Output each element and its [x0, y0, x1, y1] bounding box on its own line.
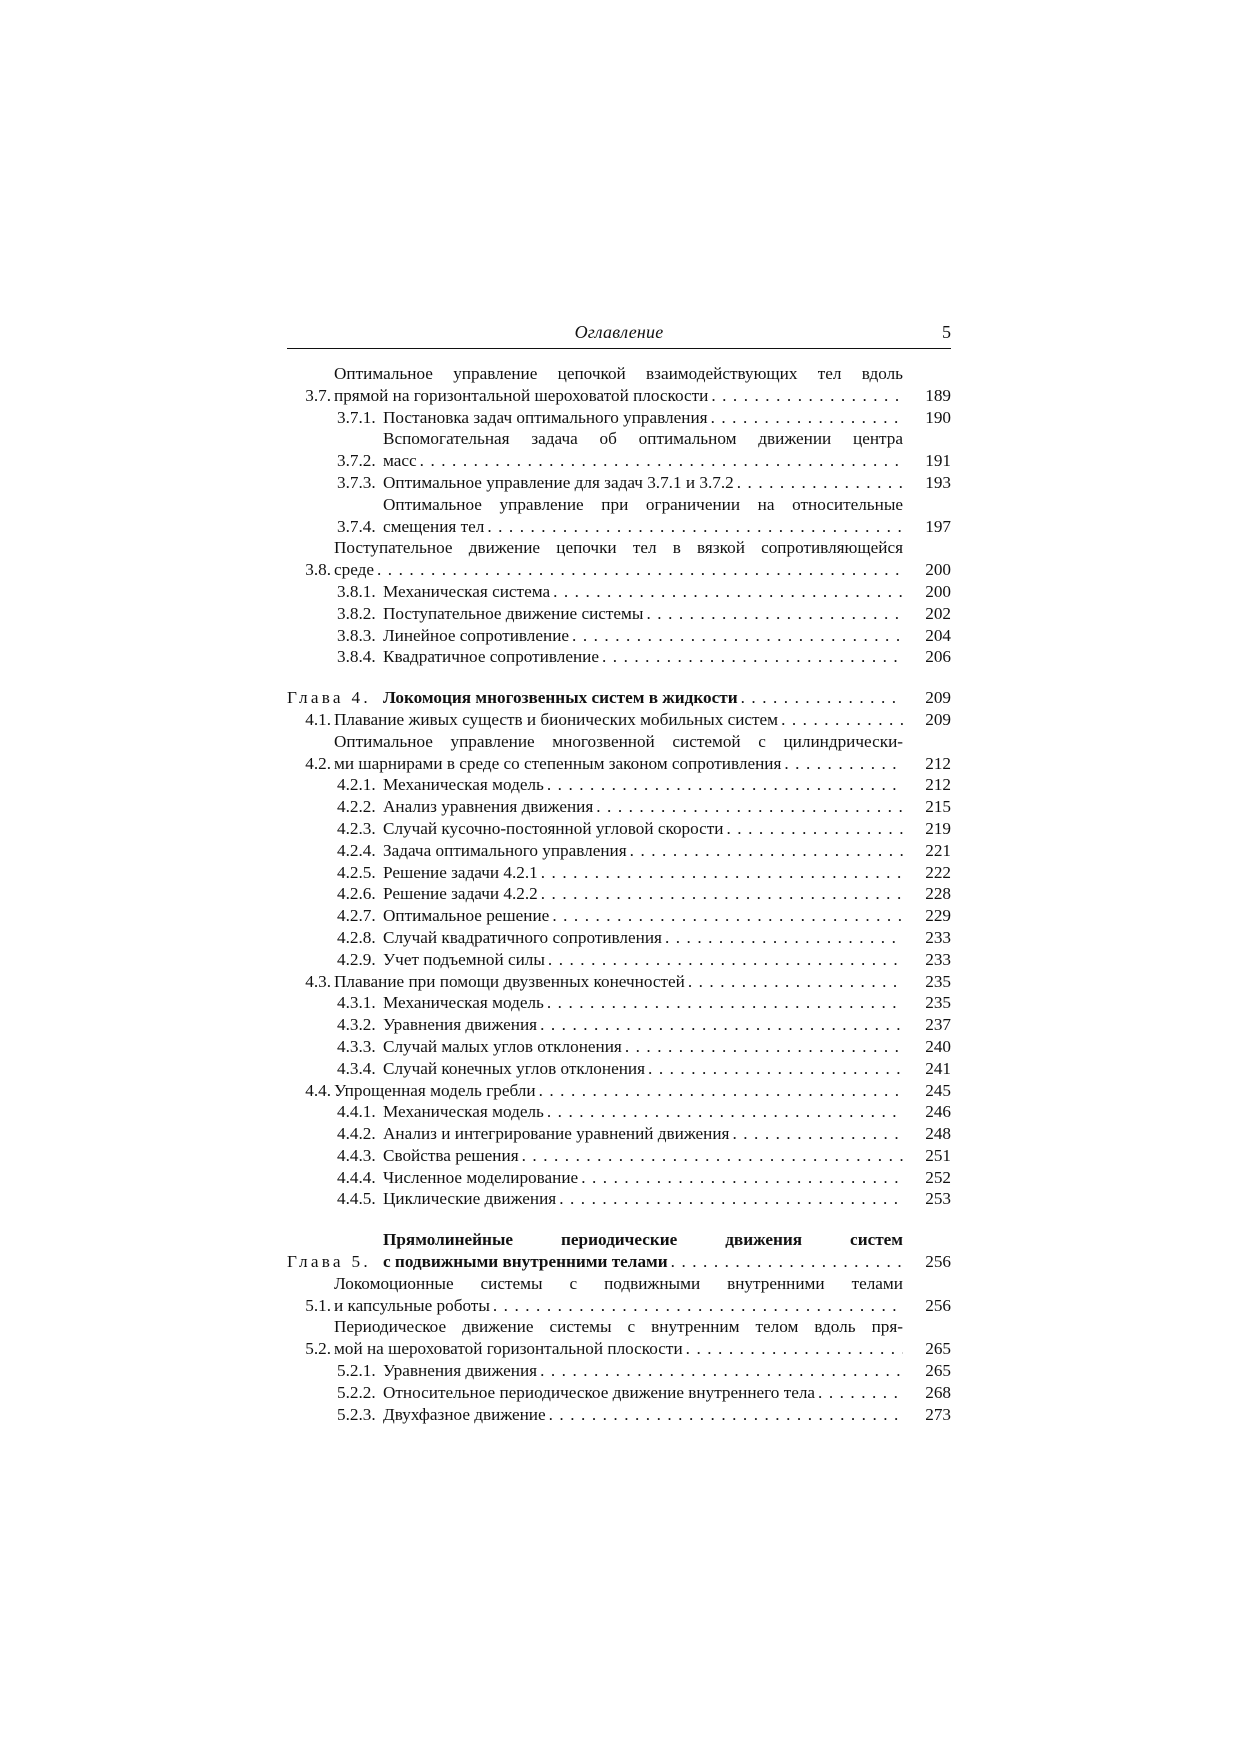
dot-leader	[648, 1058, 903, 1080]
dot-leader	[559, 1188, 903, 1210]
dot-leader	[688, 971, 903, 993]
toc-subsection	[287, 1145, 951, 1167]
toc-subsection	[287, 1014, 951, 1036]
dot-leader	[781, 709, 903, 731]
toc-page-number: 209	[925, 709, 951, 729]
toc-number: Глава 5.	[287, 1252, 371, 1272]
toc-number: Глава 4.	[287, 688, 371, 708]
toc-title-line: Численное моделирование	[383, 1167, 579, 1187]
header-title: Оглавление	[574, 322, 664, 342]
toc-page-number: 246	[925, 1102, 951, 1122]
dot-leader	[596, 796, 903, 818]
toc-title-line: Случай конечных углов отклонения	[383, 1058, 646, 1078]
running-header	[287, 318, 951, 349]
toc-page-number: 206	[925, 647, 951, 667]
toc-page-number: 193	[925, 472, 951, 492]
toc-number: 4.2.6.	[337, 884, 376, 904]
toc-page-number: 197	[925, 516, 951, 536]
toc-chapter	[287, 1229, 951, 1273]
dot-leader	[493, 1295, 903, 1317]
toc-title-line: Задача оптимального управления	[383, 840, 627, 860]
toc-number: 3.7.3.	[337, 472, 376, 492]
toc-number: 5.2.	[305, 1339, 331, 1359]
toc-section	[287, 363, 951, 407]
toc-title-line: Оптимальное управление многозвенной системой с цилиндрически-	[334, 731, 903, 751]
toc-subsection	[287, 992, 951, 1014]
dot-leader	[665, 927, 903, 949]
toc-page-number: 248	[925, 1124, 951, 1144]
toc-title-line: прямой на горизонтальной шероховатой плоскости	[334, 385, 709, 405]
dot-leader	[547, 1101, 903, 1123]
toc-subsection	[287, 407, 951, 429]
toc-title-line: Оптимальное решение	[383, 906, 550, 926]
document-page	[287, 318, 951, 1425]
toc-subsection	[287, 927, 951, 949]
toc-subsection	[287, 472, 951, 494]
toc-number: 4.2.7.	[337, 906, 376, 926]
toc-page-number: 229	[925, 906, 951, 926]
toc-subsection	[287, 1036, 951, 1058]
toc-number: 5.2.2.	[337, 1382, 376, 1402]
toc-title-line: Локомоционные системы с подвижными внутренними телами	[334, 1273, 903, 1293]
toc-title-line: Упрощенная модель гребли	[334, 1080, 536, 1100]
toc-number: 4.2.4.	[337, 840, 376, 860]
dot-leader	[711, 385, 903, 407]
toc-title-line: смещения тел	[383, 516, 485, 536]
toc-title-line: Линейное сопротивление	[383, 625, 570, 645]
toc-title-line: Поступательное движение цепочки тел в вязкой сопротивляющейся	[334, 538, 903, 558]
toc-number: 3.7.	[305, 385, 331, 405]
dot-leader	[646, 603, 903, 625]
toc-number: 4.3.3.	[337, 1036, 376, 1056]
toc-number: 3.7.1.	[337, 407, 376, 427]
toc-number: 4.1.	[305, 709, 331, 729]
toc-page-number: 212	[925, 775, 951, 795]
toc-number: 3.8.	[305, 560, 331, 580]
toc-title-line: Случай квадратичного сопротивления	[383, 927, 662, 947]
toc-number: 5.2.1.	[337, 1361, 376, 1381]
toc-title-line: Периодическое движение системы с внутренним телом вдоль пря-	[334, 1317, 903, 1337]
toc-subsection	[287, 949, 951, 971]
toc-page-number: 190	[925, 407, 951, 427]
dot-leader	[686, 1338, 903, 1360]
toc-title-line: Оптимальное управление для задач 3.7.1 и 3.7.2	[383, 472, 734, 492]
toc-number: 3.7.2.	[337, 451, 376, 471]
dot-leader	[625, 1036, 903, 1058]
dot-leader	[420, 450, 903, 472]
toc-page-number: 233	[925, 927, 951, 947]
toc-title-line: Плавание при помощи двузвенных конечностей	[334, 971, 685, 991]
toc-section	[287, 1080, 951, 1102]
toc-title-line: с подвижными внутренними телами	[383, 1252, 668, 1272]
toc-subsection	[287, 1188, 951, 1210]
dot-leader	[572, 625, 903, 647]
dot-leader	[377, 559, 903, 581]
toc-title-line: Относительное периодическое движение внутреннего тела	[383, 1382, 816, 1402]
dot-leader	[552, 905, 903, 927]
dot-leader	[540, 1360, 903, 1382]
toc-subsection	[287, 625, 951, 647]
toc-title-line: Прямолинейные периодические движения систем	[383, 1230, 903, 1250]
toc-page-number: 212	[925, 753, 951, 773]
toc-subsection	[287, 862, 951, 884]
toc-number: 5.1.	[305, 1295, 331, 1315]
dot-leader	[737, 472, 903, 494]
toc-page-number: 221	[925, 840, 951, 860]
toc-subsection	[287, 1167, 951, 1189]
toc-title-line: Свойства решения	[383, 1145, 519, 1165]
toc-number: 4.2.9.	[337, 949, 376, 969]
toc-number: 4.4.4.	[337, 1167, 376, 1187]
toc-number: 4.2.1.	[337, 775, 376, 795]
toc-number: 3.8.1.	[337, 581, 376, 601]
dot-leader	[711, 407, 903, 429]
toc-title-line: Учет подъемной силы	[383, 949, 545, 969]
toc-page-number: 200	[925, 581, 951, 601]
dot-leader	[547, 774, 903, 796]
toc-subsection	[287, 796, 951, 818]
toc-subsection	[287, 428, 951, 472]
toc-number: 3.8.4.	[337, 647, 376, 667]
toc-section	[287, 709, 951, 731]
toc-title-line: Постановка задач оптимального управления	[383, 407, 708, 427]
toc-title-line: ми шарнирами в среде со степенным законом сопротивления	[334, 753, 782, 773]
toc-title-line: масс	[383, 451, 417, 471]
toc-number: 4.3.	[305, 971, 331, 991]
dot-leader	[539, 1080, 903, 1102]
toc-title-line: Анализ уравнения движения	[383, 797, 594, 817]
toc-subsection	[287, 905, 951, 927]
toc-subsection	[287, 883, 951, 905]
toc-page-number: 256	[925, 1252, 951, 1272]
toc-page-number: 256	[925, 1295, 951, 1315]
toc-subsection	[287, 1404, 951, 1426]
toc-title-line: и капсульные роботы	[334, 1295, 490, 1315]
toc-number: 4.4.1.	[337, 1102, 376, 1122]
toc-page-number: 191	[925, 451, 951, 471]
toc-page-number: 273	[925, 1404, 951, 1424]
toc-title-line: Оптимальное управление цепочкой взаимодействующих тел вдоль	[334, 364, 903, 383]
toc-page-number: 219	[925, 818, 951, 838]
toc-page-number: 268	[925, 1382, 951, 1402]
toc-title-line: среде	[334, 560, 374, 580]
toc-title-line: Циклические движения	[383, 1189, 557, 1209]
toc-number: 4.2.5.	[337, 862, 376, 882]
dot-leader	[581, 1167, 903, 1189]
toc-page-number: 241	[925, 1058, 951, 1078]
toc-page-number: 189	[925, 385, 951, 405]
toc-section	[287, 731, 951, 775]
toc-number: 5.2.3.	[337, 1404, 376, 1424]
dot-leader	[784, 753, 903, 775]
dot-leader	[548, 949, 903, 971]
toc-subsection	[287, 774, 951, 796]
toc-title-line: Вспомогательная задача об оптимальном движении центра	[383, 429, 903, 449]
toc-number: 3.8.3.	[337, 625, 376, 645]
toc-subsection	[287, 646, 951, 668]
toc-page-number: 200	[925, 560, 951, 580]
dot-leader	[522, 1145, 903, 1167]
toc-page-number: 237	[925, 1015, 951, 1035]
dot-leader	[741, 687, 903, 709]
toc-subsection	[287, 1101, 951, 1123]
toc-page-number: 252	[925, 1167, 951, 1187]
toc-chapter	[287, 687, 951, 709]
toc-number: 3.8.2.	[337, 603, 376, 623]
toc-page-number: 235	[925, 971, 951, 991]
toc-title-line: Уравнения движения	[383, 1015, 538, 1035]
dot-leader	[540, 1014, 903, 1036]
toc-title-line: мой на шероховатой горизонтальной плоскости	[334, 1339, 683, 1359]
dot-leader	[671, 1251, 903, 1273]
toc-title-line: Случай малых углов отклонения	[383, 1036, 622, 1056]
toc-page-number: 222	[925, 862, 951, 882]
toc-number: 4.4.5.	[337, 1189, 376, 1209]
toc-subsection	[287, 1382, 951, 1404]
dot-leader	[732, 1123, 903, 1145]
toc-subsection	[287, 1058, 951, 1080]
toc-title-line: Квадратичное сопротивление	[383, 647, 599, 667]
dot-leader	[553, 581, 903, 603]
toc-page-number: 202	[925, 603, 951, 623]
toc-number: 4.4.	[305, 1080, 331, 1100]
toc-number: 4.4.2.	[337, 1124, 376, 1144]
toc-title-line: Уравнения движения	[383, 1361, 538, 1381]
toc-page-number: 265	[925, 1361, 951, 1381]
toc-page-number: 253	[925, 1189, 951, 1209]
toc-number: 4.2.2.	[337, 797, 376, 817]
toc-title-line: Механическая модель	[383, 775, 544, 795]
toc-page-number: 209	[925, 688, 951, 708]
toc-page-number: 235	[925, 993, 951, 1013]
toc-title-line: Двухфазное движение	[383, 1404, 546, 1424]
toc-number: 3.7.4.	[337, 516, 376, 536]
toc-page-number: 233	[925, 949, 951, 969]
toc-title-line: Решение задачи 4.2.2	[383, 884, 538, 904]
toc-page-number: 265	[925, 1339, 951, 1359]
toc-number: 4.4.3.	[337, 1145, 376, 1165]
toc-page-number: 245	[925, 1080, 951, 1100]
header-page-number: 5	[942, 322, 951, 342]
toc-title-line: Оптимальное управление при ограничении на относительные	[383, 494, 903, 514]
toc-number: 4.3.2.	[337, 1015, 376, 1035]
dot-leader	[602, 646, 903, 668]
toc-page-number: 251	[925, 1145, 951, 1165]
dot-leader	[630, 840, 903, 862]
toc-page-number: 240	[925, 1036, 951, 1056]
toc-subsection	[287, 1360, 951, 1382]
dot-leader	[818, 1382, 903, 1404]
toc-subsection	[287, 603, 951, 625]
toc-section	[287, 971, 951, 993]
toc-subsection	[287, 1123, 951, 1145]
toc-section	[287, 537, 951, 581]
toc-title-line: Локомоция многозвенных систем в жидкости	[383, 688, 738, 708]
toc-subsection	[287, 581, 951, 603]
toc-title-line: Поступательное движение системы	[383, 603, 644, 623]
toc-number: 4.3.4.	[337, 1058, 376, 1078]
toc-section	[287, 1273, 951, 1317]
toc-section	[287, 1316, 951, 1360]
toc-title-line: Случай кусочно-постоянной угловой скорости	[383, 818, 724, 838]
dot-leader	[547, 992, 903, 1014]
toc-number: 4.3.1.	[337, 993, 376, 1013]
toc-title-line: Механическая модель	[383, 993, 544, 1013]
dot-leader	[541, 883, 903, 905]
toc-title-line: Решение задачи 4.2.1	[383, 862, 538, 882]
toc-subsection	[287, 818, 951, 840]
dot-leader	[541, 862, 903, 884]
toc-page-number: 228	[925, 884, 951, 904]
toc-subsection	[287, 494, 951, 538]
toc-subsection	[287, 840, 951, 862]
toc-page-number: 204	[925, 625, 951, 645]
toc-title-line: Механическая модель	[383, 1102, 544, 1122]
toc-number: 4.2.3.	[337, 818, 376, 838]
dot-leader	[487, 516, 903, 538]
toc-page-number: 215	[925, 797, 951, 817]
toc-title-line: Механическая система	[383, 581, 551, 601]
toc-title-line: Анализ и интегрирование уравнений движения	[383, 1124, 730, 1144]
toc-title-line: Плавание живых существ и бионических мобильных систем	[334, 709, 779, 729]
dot-leader	[549, 1404, 903, 1426]
table-of-contents	[287, 363, 951, 1425]
toc-number: 4.2.8.	[337, 927, 376, 947]
toc-number: 4.2.	[305, 753, 331, 773]
dot-leader	[727, 818, 903, 840]
